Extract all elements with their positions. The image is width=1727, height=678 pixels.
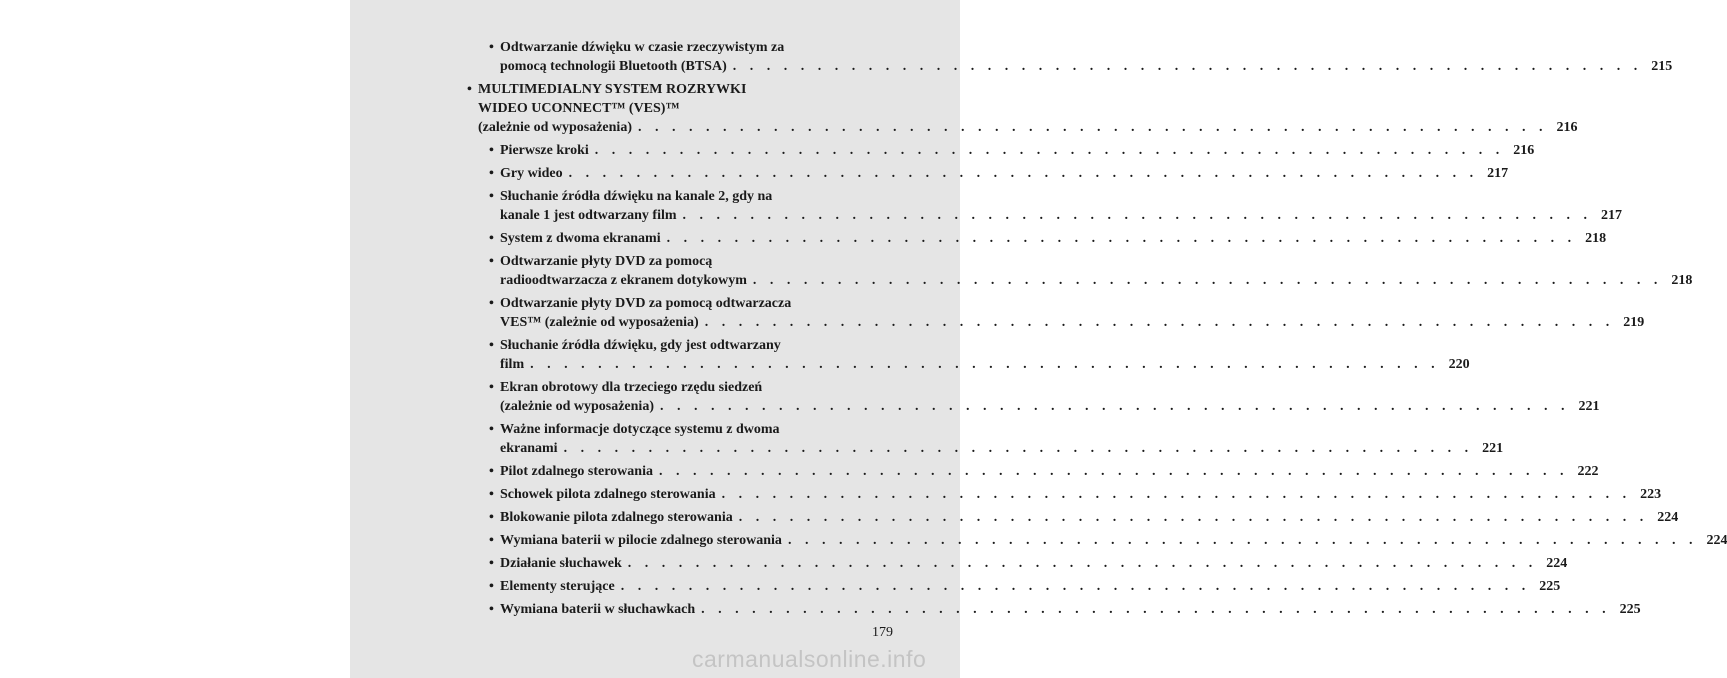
- toc-entry[interactable]: [467, 38, 1673, 76]
- toc-entry-title: Pierwsze kroki: [500, 143, 589, 158]
- toc-entry-title: Odtwarzanie płyty DVD za pomocą odtwarzacza: [500, 296, 792, 311]
- toc-page-number: 215: [1651, 59, 1673, 74]
- dot-leader: . . . . . . . . . . . . . . . . . . . . . . . . . . . . . . . . . . . . . . . . . . . . . . . . . . . . . .: [658, 464, 1569, 479]
- table-of-contents: [467, 38, 1727, 623]
- bullet-icon: •: [489, 556, 494, 571]
- toc-entry-title: Odtwarzanie płyty DVD za pomocą: [500, 254, 713, 269]
- bullet-icon: •: [467, 82, 472, 97]
- toc-entry[interactable]: [467, 187, 1623, 225]
- toc-entry-title: Odtwarzanie dźwięku w czasie rzeczywistym za: [500, 40, 785, 55]
- toc-entry[interactable]: [467, 164, 1509, 183]
- bullet-icon: •: [489, 487, 494, 502]
- dot-leader: . . . . . . . . . . . . . . . . . . . . . . . . . . . . . . . . . . . . . . . . . . . . . . . . . . . . . .: [738, 510, 1649, 525]
- toc-page-number: 217: [1487, 166, 1509, 181]
- dot-leader: . . . . . . . . . . . . . . . . . . . . . . . . . . . . . . . . . . . . . . . . . . . . . . . . . . . . . .: [666, 231, 1577, 246]
- toc-entry[interactable]: [467, 531, 1727, 550]
- toc-entry[interactable]: [467, 229, 1607, 248]
- toc-entry[interactable]: [467, 554, 1568, 573]
- bullet-icon: •: [489, 296, 494, 311]
- toc-entry-title: Ekran obrotowy dla trzeciego rzędu siedzeń: [500, 380, 763, 395]
- toc-entry-title: Wymiana baterii w słuchawkach: [500, 602, 696, 617]
- toc-entry-title: (zależnie od wyposażenia): [478, 120, 632, 135]
- toc-entry[interactable]: [467, 141, 1535, 160]
- dot-leader: . . . . . . . . . . . . . . . . . . . . . . . . . . . . . . . . . . . . . . . . . . . . . . . . . . . . . .: [704, 315, 1615, 330]
- toc-entry-title: Gry wideo: [500, 166, 563, 181]
- bullet-icon: •: [489, 422, 494, 437]
- dot-leader: . . . . . . . . . . . . . . . . . . . . . . . . . . . . . . . . . . . . . . . . . . . . . . . . . . . . . .: [732, 59, 1643, 74]
- dot-leader: . . . . . . . . . . . . . . . . . . . . . . . . . . . . . . . . . . . . . . . . . . . . . . . . . . . . . .: [701, 602, 1611, 617]
- toc-entry-title: kanale 1 jest odtwarzany film: [500, 208, 677, 223]
- bullet-icon: •: [489, 166, 494, 181]
- dot-leader: . . . . . . . . . . . . . . . . . . . . . . . . . . . . . . . . . . . . . . . . . . . . . . . . . . . . . .: [620, 579, 1531, 594]
- bullet-icon: •: [489, 231, 494, 246]
- toc-entry[interactable]: [467, 600, 1641, 619]
- toc-page-number: 219: [1623, 315, 1645, 330]
- dot-leader: . . . . . . . . . . . . . . . . . . . . . . . . . . . . . . . . . . . . . . . . . . . . . . . . . . . . . .: [721, 487, 1632, 502]
- toc-entry-title: ekranami: [500, 441, 558, 456]
- toc-entry-title: Elementy sterujące: [500, 579, 615, 594]
- toc-entry-title: Słuchanie źródła dźwięku, gdy jest odtwarzany: [500, 338, 781, 353]
- toc-entry[interactable]: [467, 252, 1693, 290]
- dot-leader: . . . . . . . . . . . . . . . . . . . . . . . . . . . . . . . . . . . . . . . . . . . . . . . . . . . . . .: [752, 273, 1663, 288]
- dot-leader: . . . . . . . . . . . . . . . . . . . . . . . . . . . . . . . . . . . . . . . . . . . . . . . . . . . . . .: [530, 357, 1440, 372]
- toc-entry-title: WIDEO UCONNECT™ (VES)™: [478, 101, 680, 116]
- toc-page-number: 223: [1640, 487, 1662, 502]
- toc-page-number: 224: [1546, 556, 1568, 571]
- toc-entry-title: Schowek pilota zdalnego sterowania: [500, 487, 716, 502]
- dot-leader: . . . . . . . . . . . . . . . . . . . . . . . . . . . . . . . . . . . . . . . . . . . . . . . . . . . . . .: [563, 441, 1474, 456]
- toc-page-number: 225: [1539, 579, 1561, 594]
- dot-leader: . . . . . . . . . . . . . . . . . . . . . . . . . . . . . . . . . . . . . . . . . . . . . . . . . . . . . .: [637, 120, 1548, 135]
- bullet-icon: •: [489, 533, 494, 548]
- toc-page-number: 222: [1577, 464, 1599, 479]
- toc-entry[interactable]: [467, 485, 1662, 504]
- toc-entry-title: System z dwoma ekranami: [500, 231, 661, 246]
- manual-page: [350, 0, 1727, 678]
- toc-entry-title: Słuchanie źródła dźwięku na kanale 2, gdy na: [500, 189, 773, 204]
- toc-page-number: 218: [1585, 231, 1607, 246]
- toc-page-number: 221: [1578, 399, 1600, 414]
- toc-entry[interactable]: [467, 462, 1599, 481]
- bullet-icon: •: [489, 143, 494, 158]
- toc-entry-title: Pilot zdalnego sterowania: [500, 464, 653, 479]
- toc-entry[interactable]: [467, 577, 1561, 596]
- toc-page-number: 221: [1482, 441, 1504, 456]
- toc-page-number: 224: [1706, 533, 1727, 548]
- toc-entry-title: Działanie słuchawek: [500, 556, 622, 571]
- bullet-icon: •: [489, 338, 494, 353]
- toc-entry-title: VES™ (zależnie od wyposażenia): [500, 315, 699, 330]
- toc-entry[interactable]: [467, 336, 1470, 374]
- toc-page-number: 217: [1601, 208, 1623, 223]
- toc-entry[interactable]: [467, 420, 1504, 458]
- toc-entry[interactable]: [467, 378, 1600, 416]
- toc-page-number: 225: [1619, 602, 1641, 617]
- toc-entry-title: Blokowanie pilota zdalnego sterowania: [500, 510, 733, 525]
- bullet-icon: •: [489, 579, 494, 594]
- toc-page-number: 224: [1657, 510, 1679, 525]
- dot-leader: . . . . . . . . . . . . . . . . . . . . . . . . . . . . . . . . . . . . . . . . . . . . . . . . . . . . . .: [787, 533, 1698, 548]
- toc-page-number: 218: [1671, 273, 1693, 288]
- toc-entry[interactable]: [467, 508, 1679, 527]
- bullet-icon: •: [489, 510, 494, 525]
- toc-page-number: 216: [1556, 120, 1578, 135]
- dot-leader: . . . . . . . . . . . . . . . . . . . . . . . . . . . . . . . . . . . . . . . . . . . . . . . . . . . . . .: [682, 208, 1593, 223]
- bullet-icon: •: [489, 464, 494, 479]
- toc-entry-title: MULTIMEDIALNY SYSTEM ROZRYWKI: [478, 82, 747, 97]
- toc-entry-title: pomocą technologii Bluetooth (BTSA): [500, 59, 727, 74]
- toc-entry[interactable]: [467, 80, 1578, 137]
- bullet-icon: •: [489, 189, 494, 204]
- toc-entry[interactable]: [467, 294, 1645, 332]
- dot-leader: . . . . . . . . . . . . . . . . . . . . . . . . . . . . . . . . . . . . . . . . . . . . . . . . . . . . . .: [659, 399, 1570, 414]
- dot-leader: . . . . . . . . . . . . . . . . . . . . . . . . . . . . . . . . . . . . . . . . . . . . . . . . . . . . . .: [568, 166, 1479, 181]
- toc-page-number: 220: [1448, 357, 1470, 372]
- toc-entry-title: Wymiana baterii w pilocie zdalnego sterowania: [500, 533, 782, 548]
- toc-entry-title: (zależnie od wyposażenia): [500, 399, 654, 414]
- page-number: 179: [872, 625, 893, 640]
- toc-entry-title: Ważne informacje dotyczące systemu z dwoma: [500, 422, 780, 437]
- bullet-icon: •: [489, 40, 494, 55]
- watermark: carmanualsonline.info: [692, 646, 927, 672]
- bullet-icon: •: [489, 380, 494, 395]
- dot-leader: . . . . . . . . . . . . . . . . . . . . . . . . . . . . . . . . . . . . . . . . . . . . . . . . . . . . . .: [594, 143, 1505, 158]
- toc-entry-title: film: [500, 357, 525, 372]
- bullet-icon: •: [489, 602, 494, 617]
- dot-leader: . . . . . . . . . . . . . . . . . . . . . . . . . . . . . . . . . . . . . . . . . . . . . . . . . . . . . .: [627, 556, 1538, 571]
- toc-page-number: 216: [1513, 143, 1535, 158]
- toc-entry-title: radioodtwarzacza z ekranem dotykowym: [500, 273, 747, 288]
- bullet-icon: •: [489, 254, 494, 269]
